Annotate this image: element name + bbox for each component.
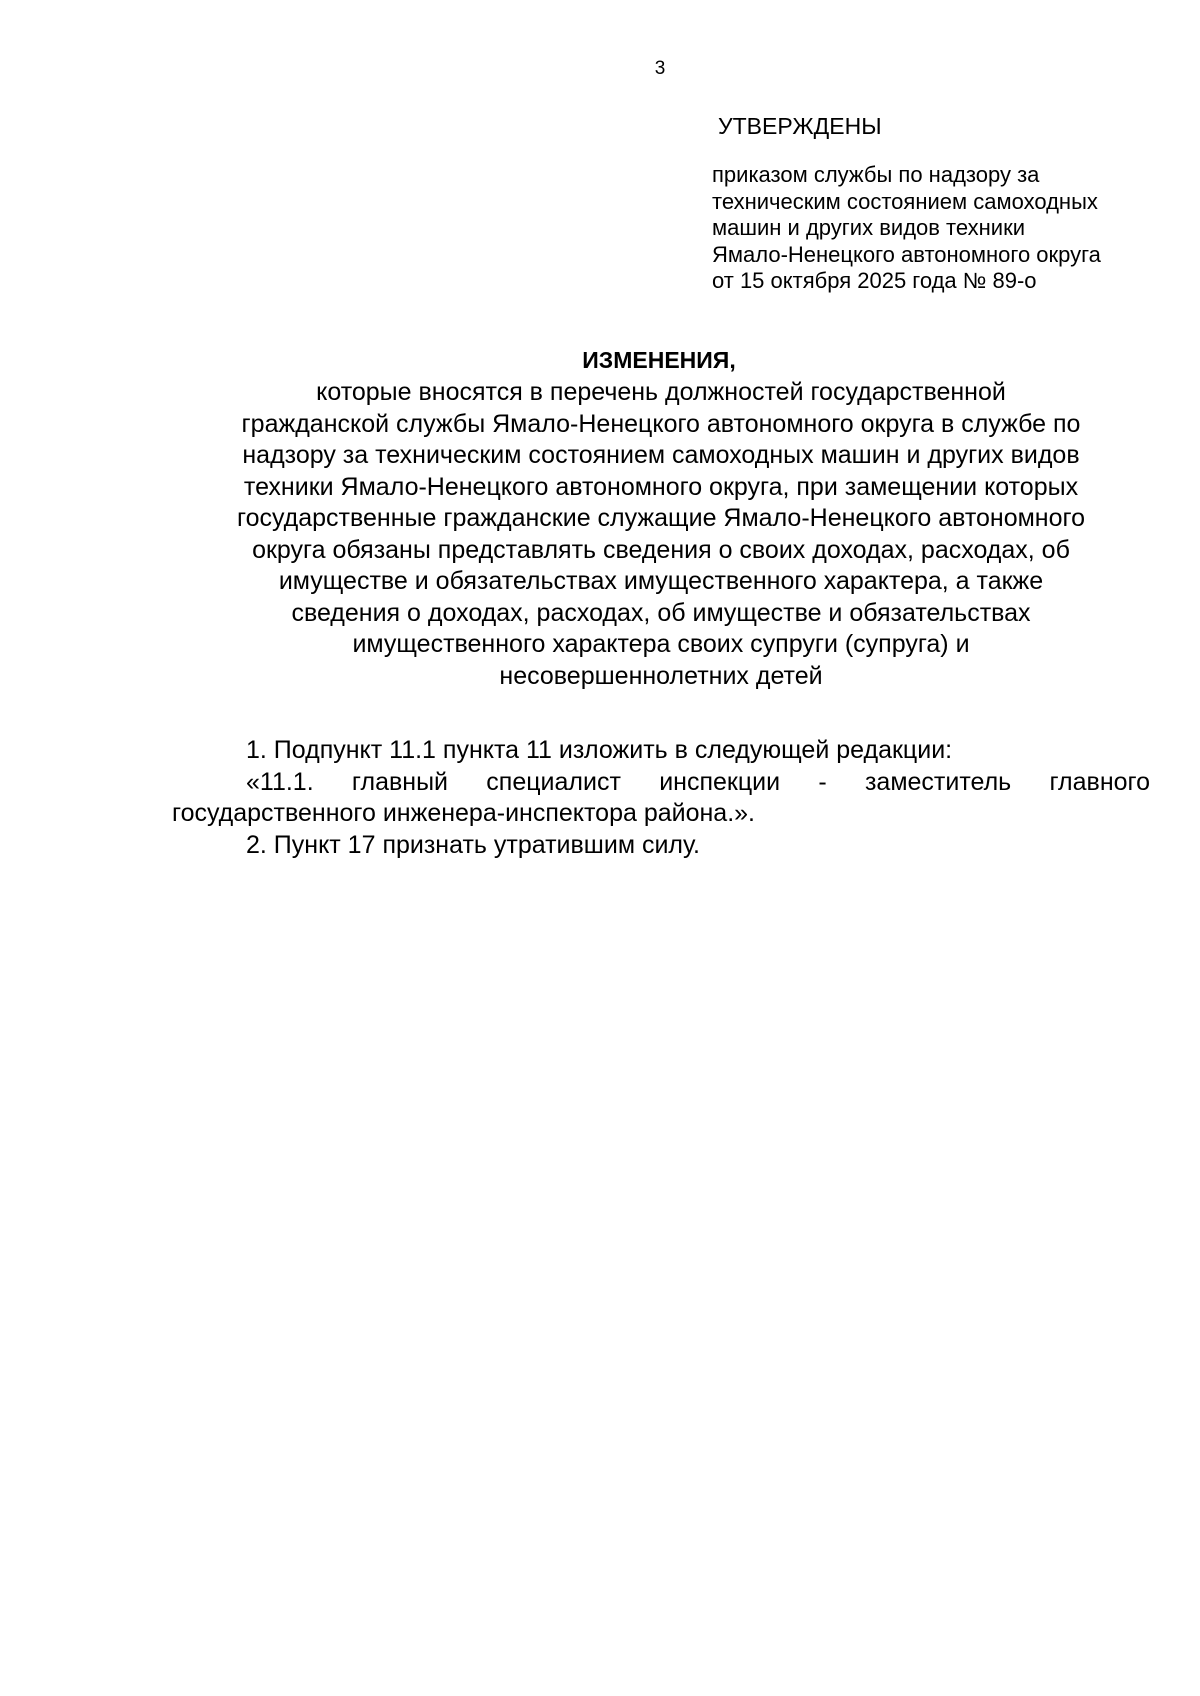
approval-block bbox=[712, 112, 1152, 295]
subheading-line: имущественного характера своих супруги (супруга) и bbox=[352, 630, 970, 658]
approval-line: Ямало-Ненецкого автономного округа bbox=[712, 241, 1101, 267]
subheading-line: которые вносятся в перечень должностей государственной bbox=[316, 378, 1006, 406]
subheading-line: гражданской службы Ямало-Ненецкого автономного округа в службе по bbox=[241, 409, 1081, 438]
document-subheading bbox=[172, 377, 1150, 692]
subheading-line: округа обязаны представлять сведения о своих доходах, расходах, об bbox=[252, 535, 1070, 564]
subheading-line: сведения о доходах, расходах, об имуществе и обязательствах bbox=[291, 598, 1031, 627]
approval-line: от 15 октября 2025 года № 89-о bbox=[712, 268, 1037, 293]
amendment-item-2: 2. Пункт 17 признать утратившим силу. bbox=[246, 830, 700, 859]
approval-details bbox=[712, 162, 1152, 295]
document-body bbox=[172, 735, 1150, 861]
approval-title: УТВЕРЖДЕНЫ bbox=[718, 113, 882, 139]
page-number: 3 bbox=[654, 58, 666, 79]
subheading-line: государственные гражданские служащие Ямало-Ненецкого автономного bbox=[237, 504, 1085, 532]
amendment-item-1: 1. Подпункт 11.1 пункта 11 изложить в следующей редакции: bbox=[246, 736, 953, 764]
amendment-item-1-quote: «11.1. главный специалист инспекции - заместитель главного государственного инженера-инспектора района.». bbox=[172, 767, 1150, 827]
subheading-line: надзору за техническим состоянием самоходных машин и других видов bbox=[242, 441, 1080, 469]
document-heading: ИЗМЕНЕНИЯ, bbox=[582, 347, 736, 373]
approval-line: техническим состоянием самоходных bbox=[712, 188, 1098, 214]
subheading-line: имуществе и обязательствах имущественного характера, а также bbox=[278, 567, 1044, 595]
subheading-line: несовершеннолетних детей bbox=[499, 661, 823, 690]
approval-line: машин и других видов техники bbox=[712, 215, 1025, 240]
approval-line: приказом службы по надзору за bbox=[712, 162, 1040, 187]
subheading-line: техники Ямало-Ненецкого автономного округа, при замещении которых bbox=[243, 472, 1079, 501]
